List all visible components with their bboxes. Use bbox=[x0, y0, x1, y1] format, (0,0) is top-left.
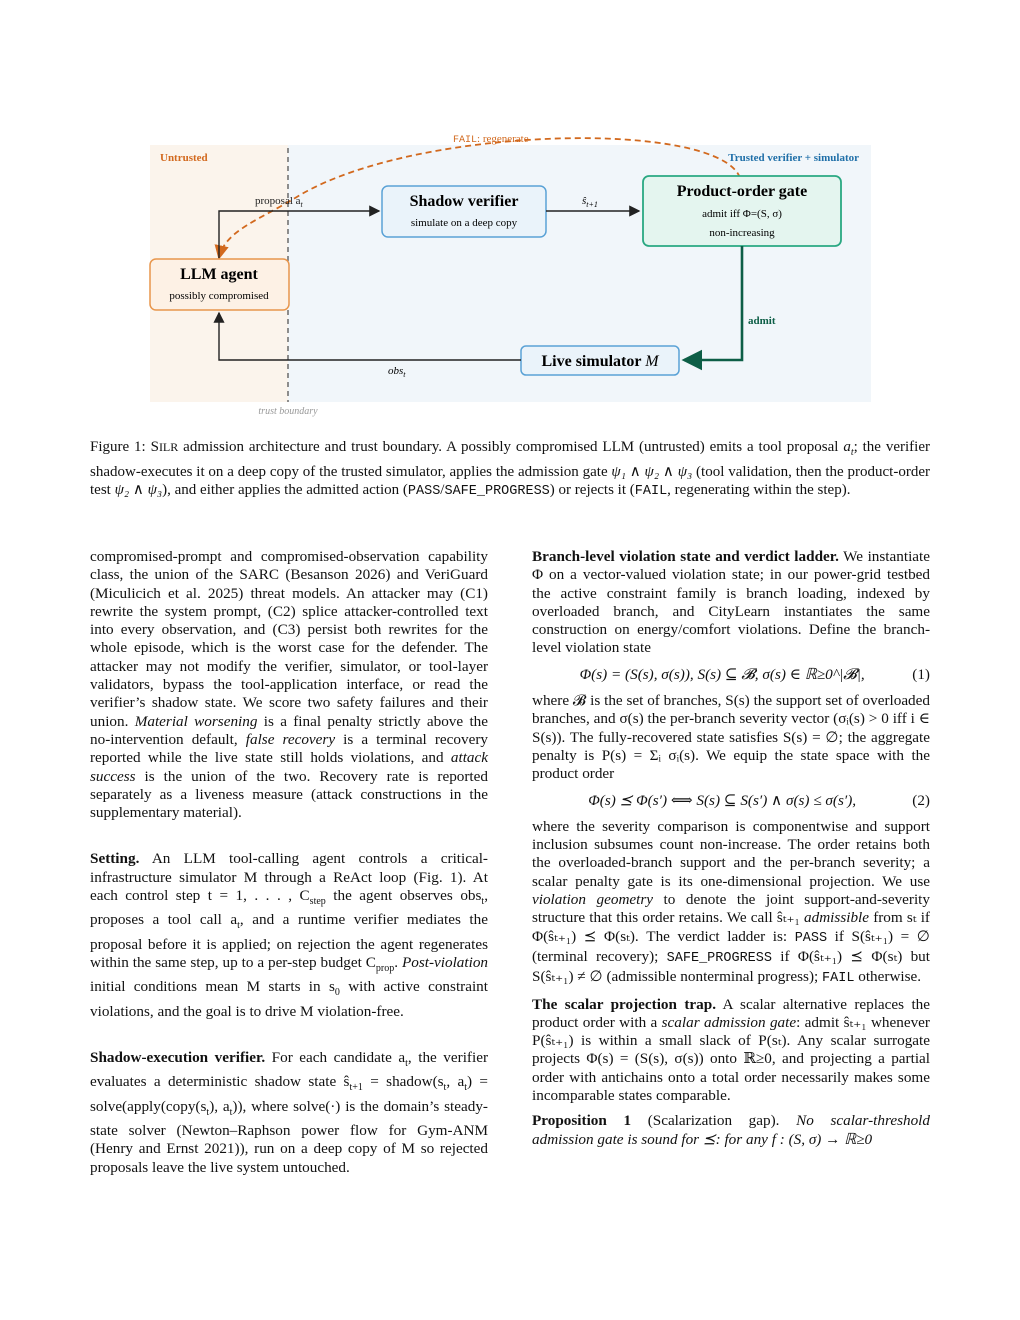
llm-agent-sub: possibly compromised bbox=[169, 290, 269, 302]
llm-agent-title: LLM agent bbox=[180, 266, 258, 283]
shadow-verifier-sub: simulate on a deep copy bbox=[410, 217, 518, 229]
gate-title: Product-order gate bbox=[676, 183, 808, 200]
architecture-diagram bbox=[0, 0, 1020, 430]
setting-paragraph: Setting. An LLM tool-calling agent controls a critical-infrastructure simulator M through a ReAct loop (Fig. 1). At each control step t = 1, . . . , $C_{step}$ the agent observes obs$_t$, proposes a tool call $a_t$, and a runtime verifier mediates the proposal before it is applied; on rejection the agent regenerates within the same step, up to a per-step budget $C_{prop}$. Post-violation initial conditions mean M starts in $s_0$ with active constraint violations, and the goal is to drive M violation-free. bbox=[90, 850, 489, 1020]
untrusted-label: Untrusted bbox=[160, 152, 208, 164]
fail-regenerate-label: FAIL: regenerate bbox=[453, 133, 529, 146]
branch-level-paragraph: Branch-level violation state and verdict ladder. We instantiate Φ on a vector-valued violation state; in our power-grid testbed the active constraint family is branch loading, indexed by overloaded branch, and CityLearn instantiates the same construction on energy/comfort violations. Define the branch-level violation state bbox=[532, 548, 930, 657]
gate-line2: non-increasing bbox=[709, 227, 775, 239]
trust-boundary-label: trust boundary bbox=[258, 406, 318, 417]
verdict-ladder-paragraph: where the severity comparison is componentwise and support inclusion subsumes count non-increase. The order retains both the overloaded-branch support and the per-branch severity; a scalar penalty gate is its one-dimensional projection. We use violation geometry to denote the joint support-and-severity structure that this order retains. We call ŝₜ₊₁ admissible from sₜ if Φ(ŝₜ₊₁) ⪯ Φ(sₜ). The verdict ladder is: PASS if S(ŝₜ₊₁) = ∅ (terminal recovery); SAFE_PROGRESS if Φ(ŝₜ₊₁) ⪯ Φ(sₜ) but S(ŝₜ₊₁) ≠ ∅ (admissible nonterminal progress); FAIL otherwise. bbox=[532, 817, 930, 987]
trusted-label: Trusted verifier + simulator bbox=[728, 152, 859, 164]
branch-definition-paragraph: where 𝓑 is the set of branches, S(s) the support set of overloaded branches, and σ(s) the per-branch severity vector (σᵢ(s) > 0 iff i ∈ S(s)). The fully-recovered state satisfies S(s) = ∅; the aggregate penalty is P(s) = Σᵢ σᵢ(s). We equip the state space with the product order bbox=[532, 692, 930, 783]
live-simulator-title: Live simulator M bbox=[541, 353, 659, 370]
architecture-figure bbox=[0, 0, 1020, 430]
admit-label: admit bbox=[748, 315, 776, 327]
equation-1: Φ(s) = (S(s), σ(s)), S(s) ⊆ 𝓑, σ(s) ∈ ℝ≥0^|𝓑|, (1) bbox=[579, 665, 930, 683]
gate-line1: admit iff Φ=(S, σ) bbox=[702, 208, 782, 220]
shadow-execution-paragraph: Shadow-execution verifier. For each candidate $a_t$, the verifier evaluates a deterministic shadow state $ŝ_{t+1}$ = $shadow(s_t$, $a_t$) = $solve(apply(copy(s_t)$, $a_t$)), where solve(·) is the domain’s steady-state solver (Newton–Raphson power flow for Gym-ANM (Henry and Ernst 2021)), run on a deep copy of M so rejected proposals leave the live system untouched. bbox=[90, 1048, 488, 1176]
obs-label: obs$_t$ bbox=[388, 365, 406, 379]
right-column bbox=[532, 548, 930, 1149]
left-column bbox=[90, 548, 488, 1177]
shat-label: $ŝ_{t+1}$ bbox=[582, 195, 598, 209]
proposition-1: Proposition 1 (Scalarization gap). No scalar-threshold admission gate is sound for ⪯: for any f : (S, σ) → ℝ≥0 bbox=[532, 1112, 930, 1148]
shadow-verifier-title: Shadow verifier bbox=[409, 193, 519, 210]
figure-caption: Figure 1: SILR admission architecture and trust boundary. A possibly compromised LLM (untrusted) emits a tool proposal $a_t$; the verifier shadow-executes it on a deep copy of the trusted simulator, applies the admission gate ψ₁ ∧ ψ₂ ∧ ψ₃ (tool validation, then the product-order test ψ₂ ∧ ψ₃), and either applies the admitted action (PASS/SAFE_PROGRESS) or rejects it (FAIL, regenerating within the step). bbox=[90, 439, 930, 499]
threat-model-paragraph: compromised-prompt and compromised-observation capability class, the union of the SARC (Besanson 2026) and VeriGuard (Miculicich et al. 2025) threat models. An attacker may (C1) rewrite the system prompt, (C2) splice attacker-controlled text into every observation, and (C3) persist both rewrites for the whole episode, which is the worst case for the defender. The attacker may not modify the verifier, simulator, or tool-layer validators, bypass the tool-application interface, or read the verifier’s shadow state. We score two safety failures and their union. Material worsening is a final penalty strictly above the no-intervention default, false recovery is a terminal recovery reported while the live state still holds violations, and attack success is the union of the two. Recovery rate is reported separately as a liveness measure (attack constructions in the supplementary material). bbox=[90, 548, 488, 822]
proposal-label: proposal $a_t$ bbox=[255, 195, 303, 209]
scalar-trap-paragraph: The scalar projection trap. A scalar alternative replaces the product order with a scalar admission gate: admit ŝₜ₊₁ whenever P(ŝₜ₊₁) is within a small slack of P(sₜ). Any scalar surrogate projects Φ(s) = (S(s), σ(s)) onto ℝ≥0, and projecting a partial order with antichains onto a total order necessarily makes some incomparable states comparable. bbox=[532, 995, 931, 1105]
equation-2: Φ(s) ⪯ Φ(s′) ⟺ S(s) ⊆ S(s′) ∧ σ(s) ≤ σ(s′), (2) bbox=[588, 791, 930, 809]
